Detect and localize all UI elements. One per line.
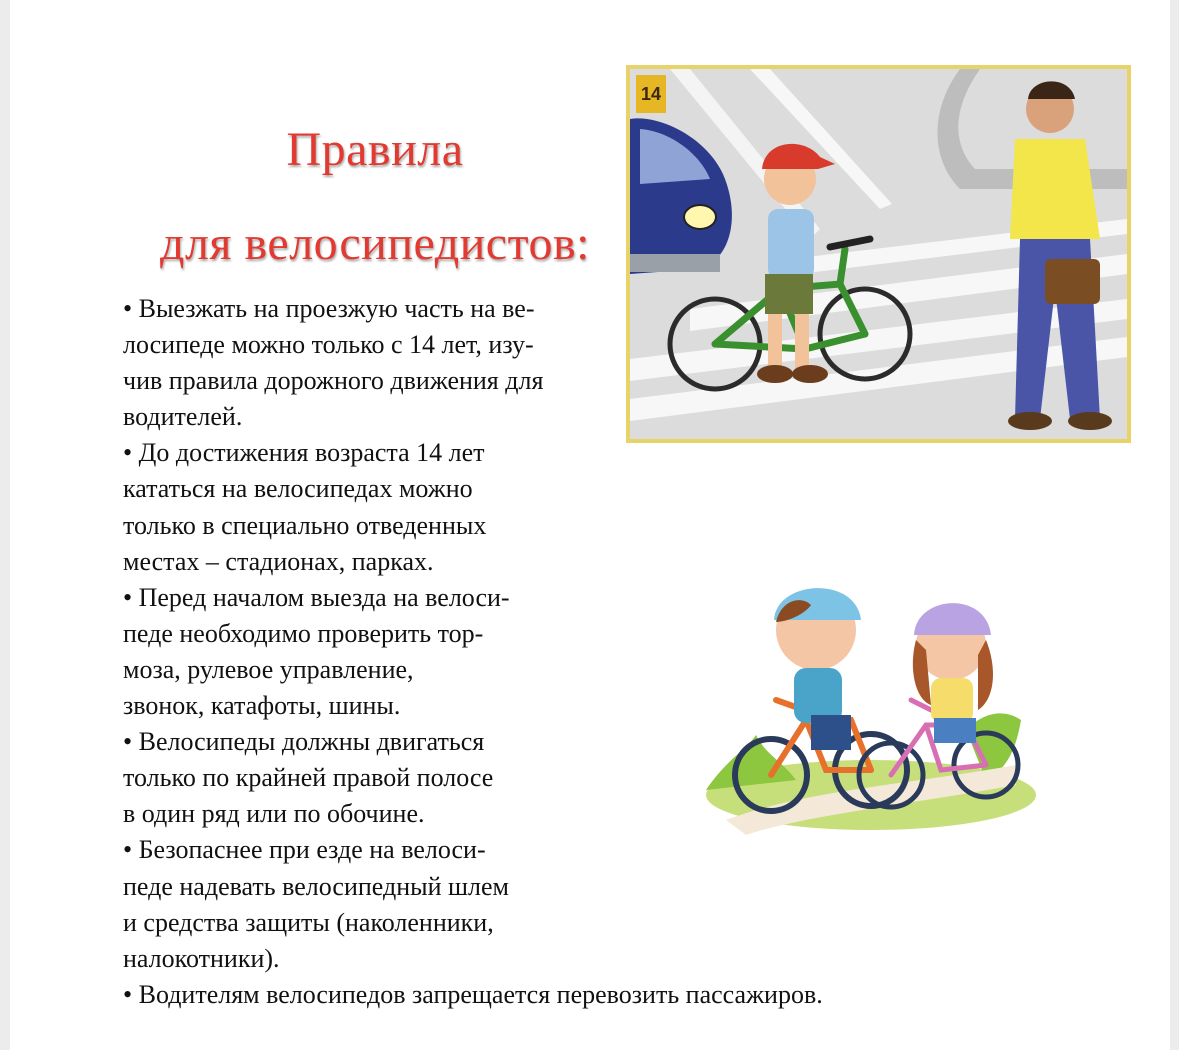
- rules-text-line: водителей.: [123, 402, 243, 432]
- title-line-2: для велосипедистов:: [160, 217, 590, 270]
- rules-text-line: налокотники).: [123, 943, 280, 973]
- rules-text-line: кататься на велосипедах можно: [123, 474, 473, 504]
- rules-text-line: педе надевать велосипедный шлем: [123, 871, 509, 901]
- rules-text-line: звонок, катафоты, шины.: [123, 691, 401, 721]
- rules-text-line: • Выезжать на проезжую часть на ве-: [123, 294, 535, 323]
- kids-cycling-illustration: [686, 560, 1036, 835]
- rules-text-line: только по крайней правой полосе: [123, 763, 494, 793]
- rules-text-line: • Водителям велосипедов запрещается перевозить пассажиров.: [123, 979, 823, 1009]
- rules-text-line: • До достижения возраста 14 лет: [123, 438, 485, 468]
- rules-text-line: лосипеде можно только с 14 лет, изу-: [123, 330, 534, 360]
- rules-text-line: моза, рулевое управление,: [123, 654, 414, 684]
- rules-text-line: • Перед началом выезда на велоси-: [123, 582, 510, 612]
- rules-text-line: в один ряд или по обочине.: [123, 799, 425, 829]
- title-line-1: Правила: [286, 123, 464, 176]
- crosswalk-illustration: [626, 65, 1131, 443]
- age-badge: 14: [636, 75, 666, 113]
- rules-text-line: только в специально отведенных: [123, 510, 487, 540]
- rules-text-line: и средства защиты (наколенники,: [123, 907, 494, 937]
- rules-text-line: педе необходимо проверить тор-: [123, 618, 484, 648]
- document-page: [10, 0, 1170, 1050]
- rules-text-line: чив правила дорожного движения для: [123, 366, 544, 396]
- rules-text-line: местах – стадионах, парках.: [123, 546, 434, 576]
- rules-text-line: • Велосипеды должны двигаться: [123, 727, 485, 757]
- rules-text-line: • Безопаснее при езде на велоси-: [123, 835, 486, 865]
